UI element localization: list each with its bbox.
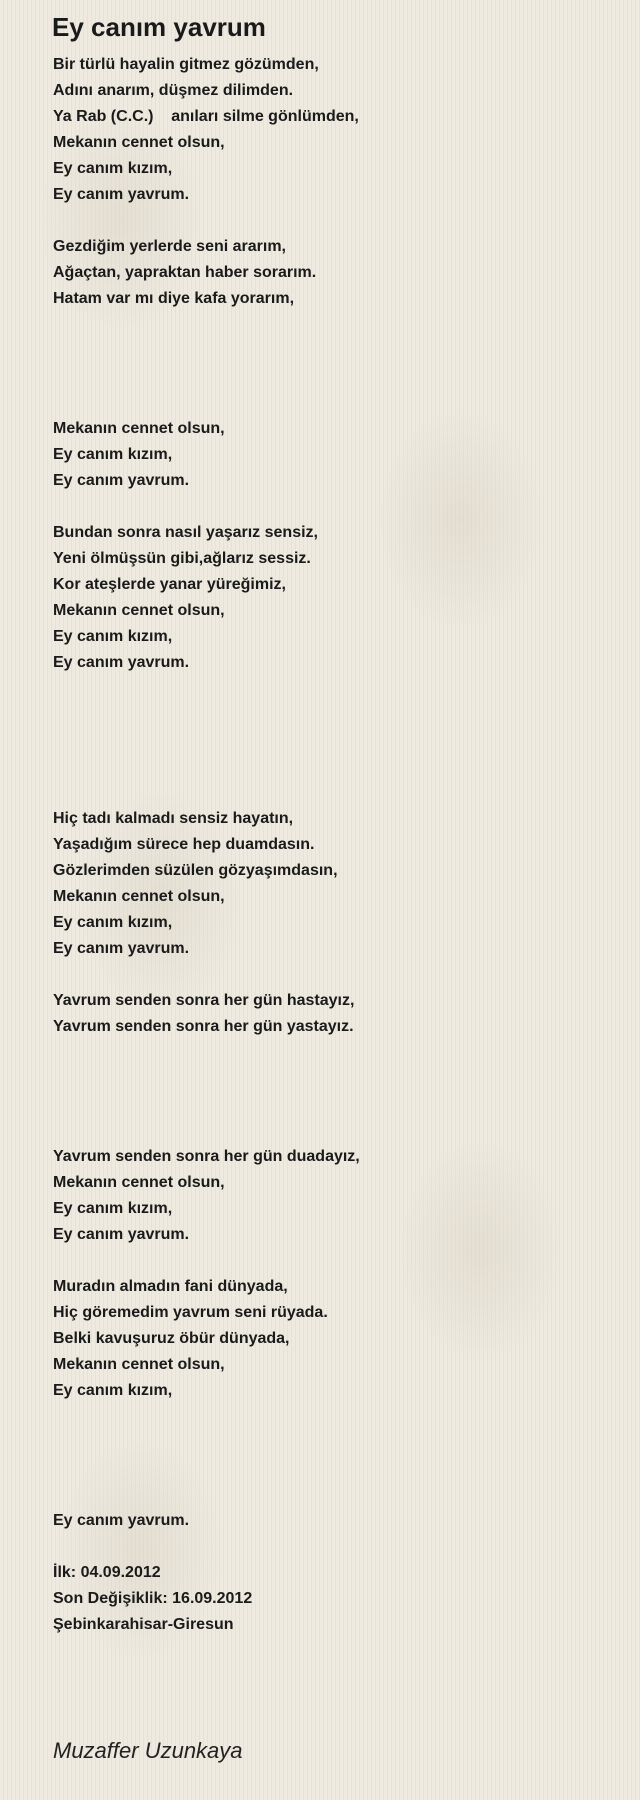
poem-line: Hatam var mı diye kafa yorarım, — [53, 290, 295, 307]
poem-body — [53, 52, 613, 1638]
poem-line: Ey canım kızım, — [53, 1382, 173, 1399]
poem-line: Bundan sonra nasıl yaşarız sensiz, — [53, 524, 318, 541]
poem-line: Mekanın cennet olsun, — [53, 420, 225, 437]
stanza-gap — [53, 780, 613, 806]
stanza-gap — [53, 494, 613, 520]
poem-line: Yavrum senden sonra her gün duadayız, — [53, 1148, 360, 1165]
poem-line: Bir türlü hayalin gitmez gözümden, — [53, 56, 319, 73]
stanza-gap — [53, 754, 613, 780]
poem-line: Mekanın cennet olsun, — [53, 134, 225, 151]
stanza-gap — [53, 962, 613, 988]
poem-title: Ey canım yavrum — [52, 12, 266, 42]
stanza-gap — [53, 338, 613, 364]
poem-line: Ey canım yavrum. — [53, 654, 190, 671]
stanza-gap — [53, 1404, 613, 1430]
stanza-gap — [53, 1430, 613, 1456]
stanza-gap — [53, 728, 613, 754]
poem-line: Yaşadığım sürece hep duamdasın. — [53, 836, 315, 853]
stanza-gap — [53, 208, 613, 234]
poem-line: Belki kavuşuruz öbür dünyada, — [53, 1330, 290, 1347]
poem-line: Son Değişiklik: 16.09.2012 — [53, 1590, 253, 1607]
stanza-gap — [53, 1456, 613, 1482]
poem-line: Ey canım kızım, — [53, 914, 173, 931]
poem-line: Kor ateşlerde yanar yüreğimiz, — [53, 576, 286, 593]
poem-author: Muzaffer Uzunkaya — [53, 1738, 243, 1763]
stanza-gap — [53, 1118, 613, 1144]
stanza-gap — [53, 1482, 613, 1508]
poem-line: Ey canım yavrum. — [53, 186, 190, 203]
poem-line: Yavrum senden sonra her gün hastayız, — [53, 992, 355, 1009]
stanza-gap — [53, 1248, 613, 1274]
stanza-gap — [53, 1040, 613, 1066]
poem-line: Ey canım yavrum. — [53, 1512, 190, 1529]
poem-line: Ey canım yavrum. — [53, 472, 190, 489]
poem-line: Ağaçtan, yapraktan haber sorarım. — [53, 264, 317, 281]
stanza-gap — [53, 1092, 613, 1118]
poem-line: Ey canım kızım, — [53, 1200, 173, 1217]
poem-line: Mekanın cennet olsun, — [53, 1174, 225, 1191]
poem-line: İlk: 04.09.2012 — [53, 1564, 161, 1581]
poem-line: Mekanın cennet olsun, — [53, 602, 225, 619]
stanza-gap — [53, 702, 613, 728]
poem-line: Ey canım kızım, — [53, 160, 173, 177]
poem-line: Hiç göremedim yavrum seni rüyada. — [53, 1304, 328, 1321]
poem-line: Muradın almadın fani dünyada, — [53, 1278, 288, 1295]
poem-line: Yeni ölmüşsün gibi,ağlarız sessiz. — [53, 550, 311, 567]
stanza-gap — [53, 390, 613, 416]
poem-line: Mekanın cennet olsun, — [53, 1356, 225, 1373]
poem-line: Hiç tadı kalmadı sensiz hayatın, — [53, 810, 294, 827]
stanza-gap — [53, 312, 613, 338]
poem-line: Ya Rab (C.C.) anıları silme gönlümden, — [53, 108, 359, 125]
poem-line: Ey canım yavrum. — [53, 1226, 190, 1243]
poem-line: Ey canım kızım, — [53, 446, 173, 463]
poem-line: Adını anarım, düşmez dilimden. — [53, 82, 294, 99]
poem-line: Mekanın cennet olsun, — [53, 888, 225, 905]
stanza-gap — [53, 676, 613, 702]
poem-line: Yavrum senden sonra her gün yastayız. — [53, 1018, 354, 1035]
poem-line: Ey canım kızım, — [53, 628, 173, 645]
stanza-gap — [53, 364, 613, 390]
poem-line: Gezdiğim yerlerde seni ararım, — [53, 238, 286, 255]
poem-line: Gözlerimden süzülen gözyaşımdasın, — [53, 862, 338, 879]
poem-line: Ey canım yavrum. — [53, 940, 190, 957]
stanza-gap — [53, 1066, 613, 1092]
stanza-gap — [53, 1534, 613, 1560]
poem-line: Şebinkarahisar-Giresun — [53, 1616, 234, 1633]
